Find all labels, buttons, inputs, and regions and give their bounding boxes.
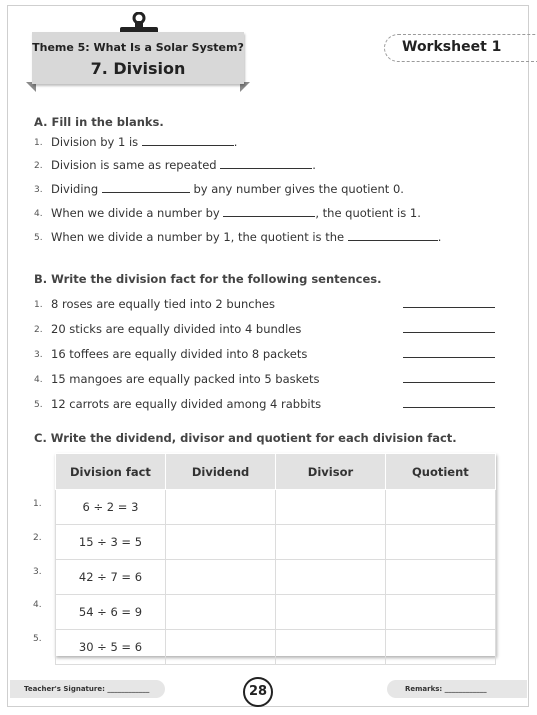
answer-line[interactable] [403, 332, 495, 333]
division-fact-question: 15 mangoes are equally packed into 5 baskets [51, 372, 320, 386]
remarks-bar [387, 680, 527, 698]
answer-blank[interactable] [102, 182, 190, 193]
division-fact-question: 8 roses are equally tied into 2 bunches [51, 297, 275, 311]
division-fact-cell: 30 ÷ 5 = 6 [56, 630, 166, 665]
table-row [56, 595, 496, 630]
worksheet-tag [384, 34, 537, 62]
divisor-cell[interactable] [276, 560, 386, 595]
table-row [56, 525, 496, 560]
dividend-cell[interactable] [165, 560, 275, 595]
quotient-cell[interactable] [385, 490, 495, 525]
fill-blank-question: When we divide a number by , the quotient is 1. [51, 206, 421, 220]
question-number: 1. [34, 138, 43, 148]
dividend-cell[interactable] [165, 490, 275, 525]
theme-title: Theme 5: What Is a Solar System? [32, 41, 244, 54]
dividend-cell[interactable] [165, 630, 275, 665]
division-fact-cell: 54 ÷ 6 = 9 [56, 595, 166, 630]
table-row [56, 560, 496, 595]
answer-line[interactable] [403, 357, 495, 358]
section-b-heading: B. Write the division fact for the following sentences. [34, 272, 382, 286]
column-header: Divisor [276, 454, 386, 490]
row-number: 2. [33, 533, 42, 543]
quotient-cell[interactable] [385, 560, 495, 595]
question-number: 4. [34, 209, 43, 219]
question-number: 2. [34, 325, 43, 335]
dividend-cell[interactable] [165, 525, 275, 560]
fill-blank-question: Dividing by any number gives the quotient 0. [51, 182, 404, 196]
question-number: 3. [34, 350, 43, 360]
question-number: 5. [34, 233, 43, 243]
signature-bar [10, 680, 165, 698]
answer-blank[interactable] [142, 135, 234, 146]
row-number: 1. [33, 499, 42, 509]
question-number: 2. [34, 161, 43, 171]
page-number: 28 [243, 677, 273, 707]
question-number: 1. [34, 300, 43, 310]
divisor-cell[interactable] [276, 630, 386, 665]
answer-line[interactable] [403, 407, 495, 408]
chapter-title: 7. Division [90, 59, 186, 78]
row-number: 4. [33, 600, 42, 610]
quotient-cell[interactable] [385, 525, 495, 560]
fill-blank-question: Division is same as repeated . [51, 158, 316, 172]
divisor-cell[interactable] [276, 525, 386, 560]
remarks-label: Remarks: ____________ [405, 685, 487, 693]
question-number: 5. [34, 400, 43, 410]
quotient-cell[interactable] [385, 630, 495, 665]
answer-blank[interactable] [348, 230, 438, 241]
answer-blank[interactable] [220, 158, 312, 169]
title-banner [26, 32, 250, 90]
division-fact-cell: 6 ÷ 2 = 3 [56, 490, 166, 525]
column-header: Dividend [165, 454, 275, 490]
division-fact-cell: 42 ÷ 7 = 6 [56, 560, 166, 595]
row-number: 5. [33, 634, 42, 644]
quotient-cell[interactable] [385, 595, 495, 630]
column-header: Quotient [385, 454, 495, 490]
section-a-heading: A. Fill in the blanks. [34, 115, 164, 129]
worksheet-label: Worksheet 1 [402, 39, 502, 55]
table-row [56, 630, 496, 665]
question-number: 3. [34, 185, 43, 195]
division-fact-question: 12 carrots are equally divided among 4 rabbits [51, 397, 322, 411]
division-fact-cell: 15 ÷ 3 = 5 [56, 525, 166, 560]
division-table [55, 453, 496, 665]
divisor-cell[interactable] [276, 595, 386, 630]
division-fact-question: 16 toffees are equally divided into 8 packets [51, 347, 308, 361]
answer-blank[interactable] [223, 206, 315, 217]
fill-blank-question: When we divide a number by 1, the quotient is the . [51, 230, 442, 244]
divisor-cell[interactable] [276, 490, 386, 525]
section-c-heading: C. Write the dividend, divisor and quotient for each division fact. [34, 431, 457, 445]
question-number: 4. [34, 375, 43, 385]
column-header: Division fact [56, 454, 166, 490]
fill-blank-question: Division by 1 is . [51, 135, 238, 149]
answer-line[interactable] [403, 382, 495, 383]
answer-line[interactable] [403, 307, 495, 308]
division-fact-question: 20 sticks are equally divided into 4 bundles [51, 322, 302, 336]
table-row [56, 490, 496, 525]
dividend-cell[interactable] [165, 595, 275, 630]
teacher-signature-label: Teacher's Signature: ____________ [24, 685, 150, 693]
table-header-row [56, 454, 496, 490]
row-number: 3. [33, 567, 42, 577]
